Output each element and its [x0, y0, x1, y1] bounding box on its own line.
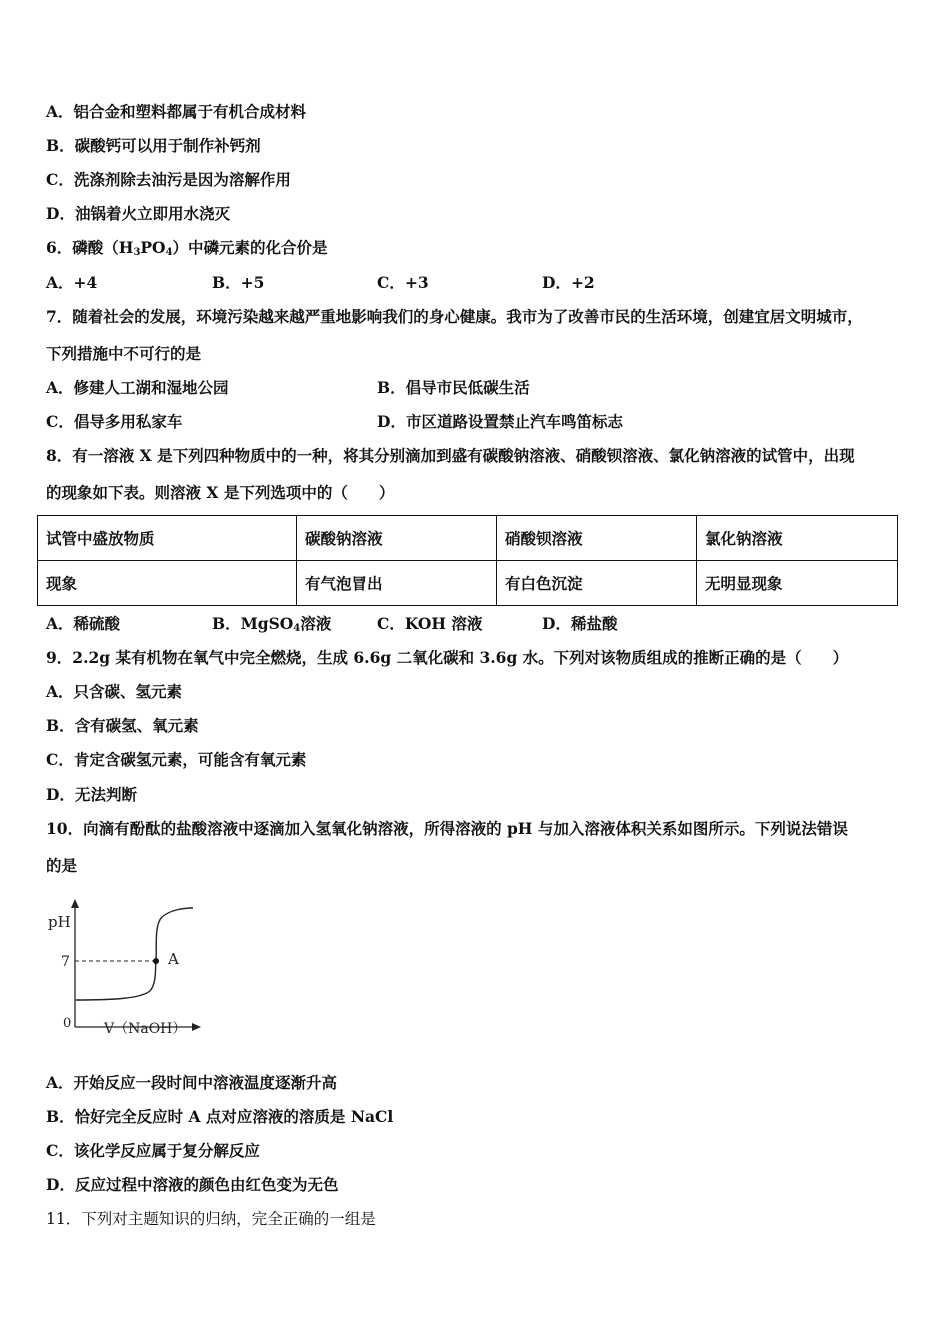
q9-option-b: B．含有碳氢、氧元素 [46, 716, 199, 735]
point-a-marker [153, 958, 159, 964]
q7-option-a: A．修建人工湖和湿地公园 [46, 378, 229, 397]
q7-stem-line1: 7．随着社会的发展，环境污染越来越严重地影响我们的身心健康。我市为了改善市民的生活环境，创建宜居文明城市， [46, 307, 863, 326]
q5-option-c: C．洗涤剂除去油污是因为溶解作用 [46, 170, 291, 189]
table-cell: 氯化钠溶液 [697, 516, 898, 561]
q8-option-b: B．MgSO$_4$溶液 [212, 614, 332, 634]
q7-option-c: C．倡导多用私家车 [46, 412, 183, 431]
y-tick-7-label: 7 [61, 954, 70, 970]
q6-option-c: C．+3 [377, 273, 429, 292]
q6-option-b: B．+5 [212, 273, 265, 292]
q10-stem-line2: 的是 [46, 856, 78, 875]
q9-stem: 9．2.2g 某有机物在氧气中完全燃烧，生成 6.6g 二氧化碳和 3.6g 水。下列对该物质组成的推断正确的是（ ） [46, 648, 849, 667]
x-axis-arrow-icon [192, 1023, 201, 1031]
table-cell: 有白色沉淀 [497, 561, 697, 606]
q9-option-d: D．无法判断 [46, 785, 137, 804]
ph-titration-graph [40, 895, 210, 1045]
q6-stem: 6．磷酸$(H_3PO_4)$中磷元素的化合价是 [46, 238, 328, 258]
y-axis-arrow-icon [71, 899, 79, 908]
q10-option-a: A．开始反应一段时间中溶液温度逐渐升高 [46, 1073, 338, 1092]
q8-option-d: D．稀盐酸 [542, 614, 618, 633]
q8-option-c: C．KOH 溶液 [377, 614, 483, 633]
table-cell: 无明显现象 [697, 561, 898, 606]
table-cell: 有气泡冒出 [297, 561, 497, 606]
y-axis-label: pH [48, 913, 71, 931]
table-header-row [38, 516, 898, 561]
origin-label: 0 [63, 1016, 72, 1031]
table-cell: 硝酸钡溶液 [497, 516, 697, 561]
q7-option-b: B．倡导市民低碳生活 [377, 378, 530, 397]
q5-option-d: D．油锅着火立即用水浇灭 [46, 204, 230, 223]
table-cell: 碳酸钠溶液 [297, 516, 497, 561]
q8-stem-line1: 8．有一溶液 X 是下列四种物质中的一种，将其分别滴加到盛有碳酸钠溶液、硝酸钡溶液、氯化钠溶液的试管中，出现 [46, 446, 855, 465]
q8-stem-line2: 的现象如下表。则溶液 X 是下列选项中的（ ） [46, 483, 395, 502]
point-a-label: A [168, 950, 179, 968]
q9-option-c: C．肯定含碳氢元素，可能含有氧元素 [46, 750, 307, 769]
q11-stem: 11．下列对主题知识的归纳，完全正确的一组是 [46, 1210, 376, 1228]
q10-stem-line1: 10．向滴有酚酞的盐酸溶液中逐滴加入氢氧化钠溶液，所得溶液的 pH 与加入溶液体积关系如图所示。下列说法错误 [46, 819, 848, 838]
observation-table [37, 515, 898, 606]
q5-option-b: B．碳酸钙可以用于制作补钙剂 [46, 136, 261, 155]
q7-stem-line2: 下列措施中不可行的是 [46, 344, 202, 363]
q9-option-a: A．只含碳、氢元素 [46, 682, 183, 701]
q6-option-d: D．+2 [542, 273, 595, 292]
q10-option-b: B．恰好完全反应时 A 点对应溶液的溶质是 NaCl [46, 1107, 394, 1126]
table-row [38, 561, 898, 606]
q10-option-c: C．该化学反应属于复分解反应 [46, 1141, 260, 1160]
q10-option-d: D．反应过程中溶液的颜色由红色变为无色 [46, 1175, 339, 1194]
table-cell: 试管中盛放物质 [38, 516, 297, 561]
q8-option-a: A．稀硫酸 [46, 614, 121, 633]
q7-option-d: D．市区道路设置禁止汽车鸣笛标志 [377, 412, 623, 431]
table-cell: 现象 [38, 561, 297, 606]
q5-option-a: A．铝合金和塑料都属于有机合成材料 [46, 102, 307, 121]
q6-option-a: A．+4 [46, 273, 98, 292]
x-axis-label: V（NaOH） [104, 1021, 187, 1037]
